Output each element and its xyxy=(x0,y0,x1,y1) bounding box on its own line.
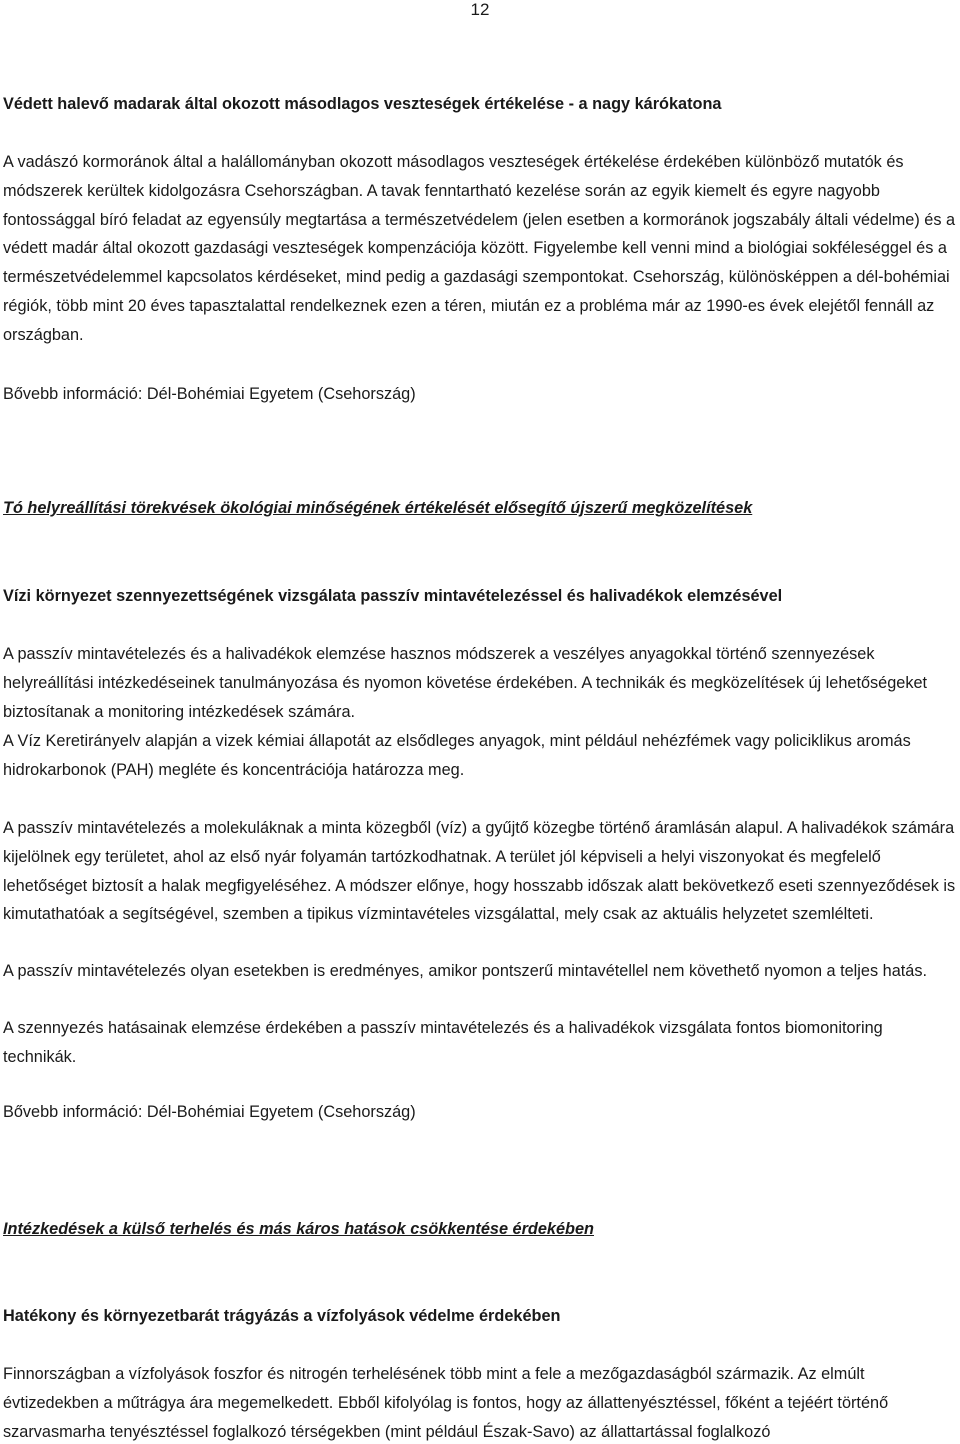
paragraph: A szennyezés hatásainak elemzése érdekében a passzív mintavételezés és a halivadékok vizsgálata fontos biomonitoring technikák. xyxy=(3,1019,883,1066)
more-info-text: Bővebb információ: Dél-Bohémiai Egyetem (Csehország) xyxy=(3,385,416,403)
more-info-text: Bővebb információ: Dél-Bohémiai Egyetem (Csehország) xyxy=(3,1103,416,1121)
page-number: 12 xyxy=(470,0,490,19)
chapter-heading: Intézkedések a külső terhelés és más káros hatások csökkentése érdekében xyxy=(3,1220,594,1238)
paragraph: A passzív mintavételezés a molekuláknak a minta közegből (víz) a gyűjtő közegbe történő áramlásán alapul. A halivadékok számára kijelölnek egy területet, ahol az első nyár folyamán tartózkodhatnak. A terület jól képviseli a helyi viszonyokat és megfelelő lehetőséget biztosít a halak megfigyeléséhez. A módszer előnye, hogy hosszabb időszak alatt bekövetkező eseti szennyeződések is kimutathatóak a segítségével, szemben a tipikus vízmintavételes vizsgálattal, mely csak az aktuális helyzetet szemlélteti. xyxy=(3,819,956,924)
chapter-heading: Tó helyreállítási törekvések ökológiai minőségének értékelését elősegítő újszerű megközelítések xyxy=(3,499,753,517)
section-heading: Védett halevő madarak által okozott másodlagos veszteségek értékelése - a nagy kárókatona xyxy=(3,95,722,113)
paragraph: A Víz Keretirányelv alapján a vizek kémiai állapotát az elsődleges anyagok, mint például nehézfémek vagy policiklikus aromás hidrokarbonok (PAH) megléte és koncentrációja határozza meg. xyxy=(3,732,911,779)
section-heading: Hatékony és környezetbarát trágyázás a vízfolyások védelme érdekében xyxy=(3,1307,561,1325)
paragraph: A vadászó kormoránok által a halállományban okozott másodlagos veszteségek értékelése érdekében különböző mutatók és módszerek kerültek kidolgozásra Csehországban. A tavak fenntartható kezelése során az egyik kiemelt és egyre nagyobb fontossággal bíró feladat az egyensúly megtartása a természetvédelem (jelen esetben a kormoránok jogszabály általi védelme) és a védett madár által okozott gazdasági veszteségek kompenzációja között. Figyelembe kell venni mind a biológiai sokféleséggel és a természetvédelemmel kapcsolatos kérdéseket, mind pedig a gazdasági szempontokat. Csehország, különösképpen a dél-bohémiai régiók, több mint 20 éves tapasztalattal rendelkeznek ezen a téren, miután ez a probléma már az 1990-es évek elejétől fennáll az országban. xyxy=(3,153,956,344)
section-heading: Vízi környezet szennyezettségének vizsgálata passzív mintavételezéssel és halivadékok elemzésével xyxy=(3,587,783,605)
paragraph: A passzív mintavételezés olyan esetekben is eredményes, amikor pontszerű mintavétellel nem követhető nyomon a teljes hatás. xyxy=(3,962,927,980)
paragraph: Finnországban a vízfolyások foszfor és nitrogén terhelésének több mint a fele a mezőgazdaságból származik. Az elmúlt évtizedekben a műtrágya ára megemelkedett. Ebből kifolyólag is fontos, hogy az állattenyésztéssel, főként a tejéért történő szarvasmarha tenyésztéssel foglalkozó térségekben (mint például Észak-Savo) az állattartással foglalkozó xyxy=(3,1365,889,1441)
paragraph: A passzív mintavételezés és a halivadékok elemzése hasznos módszerek a veszélyes anyagokkal történő szennyezések helyreállítási intézkedéseinek tanulmányozása és nyomon követése érdekében. A technikák és megközelítések új lehetőségeket biztosítanak a monitoring intézkedések számára. xyxy=(3,645,928,721)
